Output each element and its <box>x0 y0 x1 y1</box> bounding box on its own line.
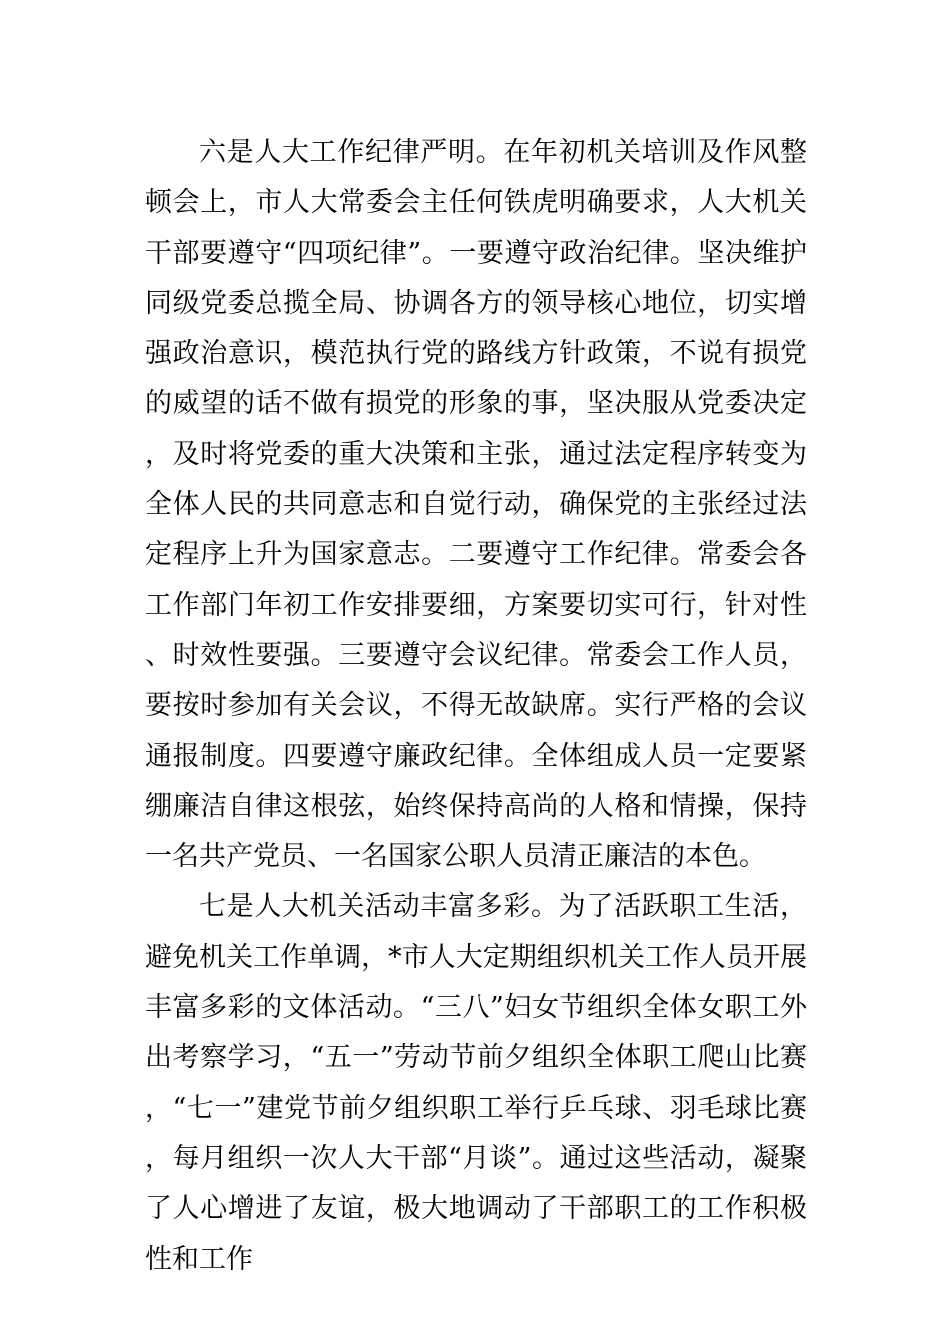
paragraph-activities: 七是人大机关活动丰富多彩。为了活跃职工生活，避免机关工作单调，*市人大定期组织机关工作人员开展丰富多彩的文体活动。“三八”妇女节组织全体女职工外出考察学习，“五一”劳动节前夕组织全体职工爬山比赛，“七一”建党节前夕组织职工举行乒乓球、羽毛球比赛，每月组织一次人大干部“月谈”。通过这些活动，凝聚了人心增进了友谊，极大地调动了干部职工的工作积极性和工作 <box>145 891 807 1275</box>
document-body <box>145 128 807 1285</box>
paragraph-discipline: 六是人大工作纪律严明。在年初机关培训及作风整顿会上，市人大常委会主任何铁虎明确要求，人大机关干部要遵守“四项纪律”。一要遵守政治纪律。坚决维护同级党委总揽全局、协调各方的领导核心地位，切实增强政治意识，模范执行党的路线方针政策，不说有损党的威望的话不做有损党的形象的事，坚决服从党委决定，及时将党委的重大决策和主张，通过法定程序转变为全体人民的共同意志和自觉行动，确保党的主张经过法定程序上升为国家意志。二要遵守工作纪律。常委会各工作部门年初工作安排要细，方案要切实可行，针对性、时效性要强。三要遵守会议纪律。常委会工作人员，要按时参加有关会议，不得无故缺席。实行严格的会议通报制度。四要遵守廉政纪律。全体组成人员一定要紧绷廉洁自律这根弦，始终保持高尚的人格和情操，保持一名共产党员、一名国家公职人员清正廉洁的本色。 <box>145 137 807 873</box>
